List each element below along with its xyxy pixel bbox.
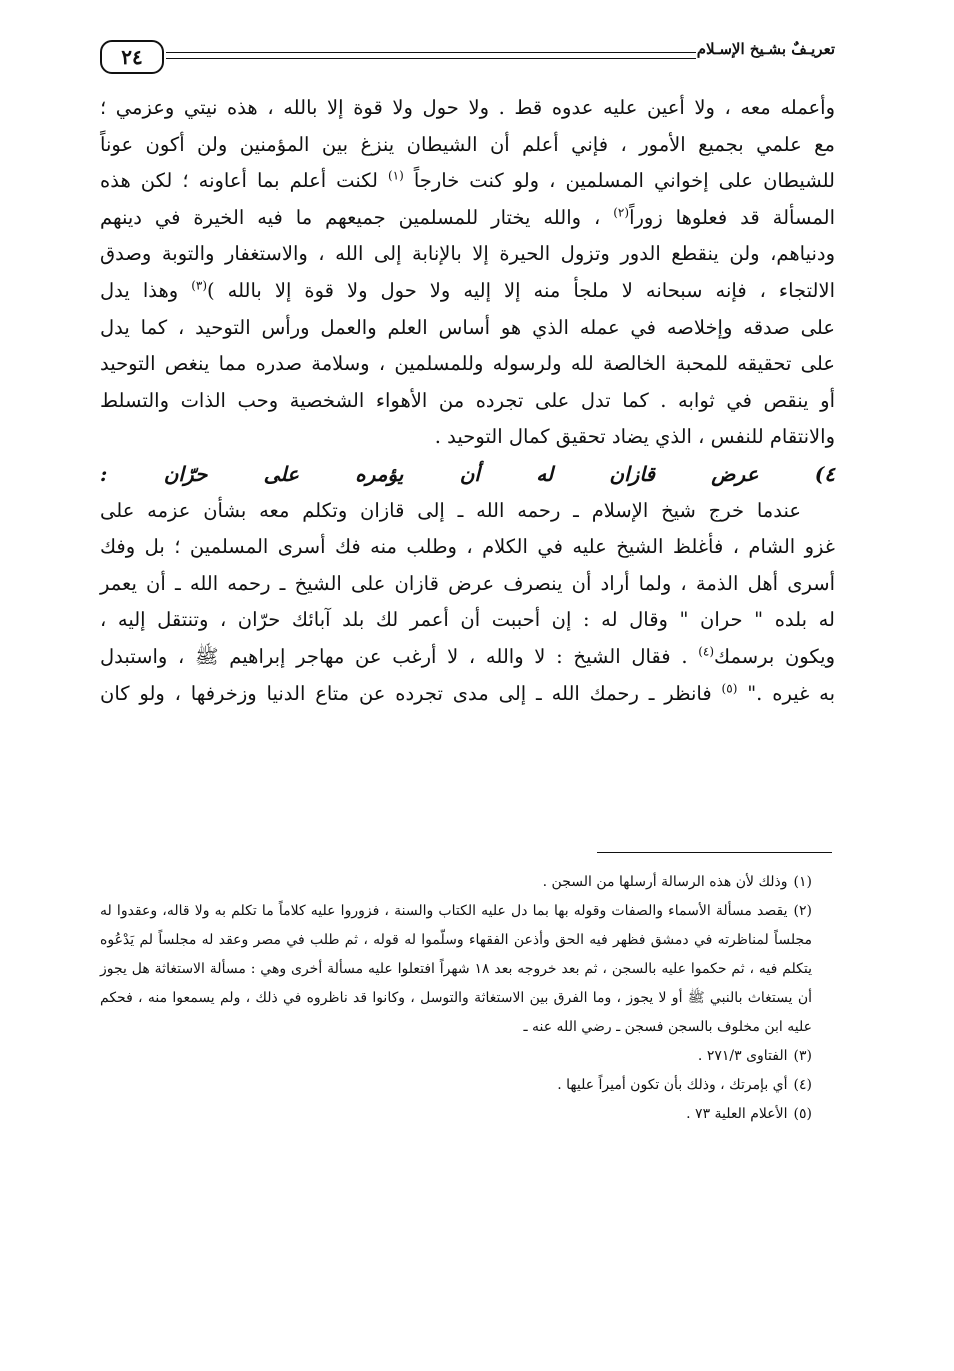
footnotes	[100, 868, 812, 1129]
page-number	[100, 40, 164, 74]
body-line: له بلده " حران " وقال له : إن أحببت أن أعمر لك بلد آبائك حرّان ، وتنتقل إليه ،	[100, 608, 835, 632]
header-rule-bottom	[166, 58, 696, 59]
body-line: الالتجاء ، فإنه سبحانه لا ملجأ منه إلا إليه ولا حول ولا قوة إلا بالله )$^{(٣)}$ وهذا يدل	[100, 278, 835, 302]
body-line: على تحقيقه للمحبة الخالصة لله ولرسوله وللمسلمين ، وسلامة صدره مما ينغص التوحيد	[100, 352, 835, 376]
footnote-separator	[597, 852, 832, 853]
footnote-1: (١)وذلك لأن هذه الرسالة أرسلها من السجن .	[542, 874, 812, 890]
body-line: أسرى أهل الذمة ، ولما أراد أن ينصرف عرض قازان على الشيخ ـ رحمه الله ـ أن يعمر	[100, 571, 835, 595]
page-number-text: ٢٤	[121, 45, 143, 69]
section-heading: ٤) عرض قازان له أن يؤمره على حرّان :	[100, 461, 835, 486]
body-line: للشيطان على إخواني المسلمين ، ولو كنت خارجاً $^{(١)}$ لكنت أعلم بما أعاونه ؛ لكن هذه	[100, 168, 836, 193]
footnote-mark: (٤)	[698, 644, 715, 659]
header-rule-top	[166, 52, 696, 53]
running-title: تعريـفٌ بشـيخ الإسـلام	[696, 40, 835, 58]
body-line: والانتقام للنفس ، الذي يضاد تحقيق كمال التوحيد .	[434, 425, 835, 449]
footnote-mark: (٢)	[613, 205, 630, 220]
footnote-mark: (٥)	[721, 681, 738, 695]
body-line: ويكون برسمك$^{(٤)}$ . فقال الشيخ : لا والله ، لا أرغب عن مهاجر إبراهيم ﷺ ، واستبدل	[100, 644, 835, 668]
body-line: غزو الشام ، فأغلظ الشيخ عليه في الكلام ، وطلب منه فك أسرى المسلمين ؛ بل وفك	[100, 535, 835, 559]
body-line: على صدقه وإخلاصه في عمله الذي هو أساس العلم والعمل ورأس التوحيد ، كما يدل	[100, 315, 835, 339]
page-header	[100, 38, 835, 78]
body-line: مع علمي بجميع الأمور ، فإني أعلم أن الشيطان ينزغ بين المؤمنين ولن أكون عوناً	[100, 132, 835, 156]
body-line: أو ينقص في ثوابه . كما تدل على تجرده من الأهواء الشخصية وحب الذات والتسلط	[100, 388, 835, 412]
main-text	[100, 90, 835, 712]
footnote-5: (٥)الأعلام العلية ٧٣ .	[686, 1106, 812, 1122]
body-line: المسألة قد فعلوها زوراً$^{(٢)}$ ، والله يختار للمسلمين جميعهم ما فيه الخيرة في دينهم	[100, 205, 835, 229]
body-line: ودنياهم، ولن ينقطع الدور وتزول الحيرة إلا بالإنابة إلى الله ، والاستغفار والتوبة وصدق	[100, 242, 835, 266]
footnote-4: (٤)أي بإمرتك ، وذلك بأن تكون أميراً عليها .	[557, 1077, 812, 1093]
body-line: به غيره ." $^{(٥)}$ فانظر ـ رحمك الله ـ إلى مدى تجرده عن متاع الدنيا وزخرفها ، ولو كان	[100, 681, 835, 705]
body-line: وأعمله معه ، ولا أعين عليه عدوه قط . ولا حول ولا قوة إلا بالله ، هذه نيتي وعزمي ؛	[100, 96, 835, 119]
footnote-mark: (١)	[387, 168, 404, 183]
footnote-2: (٢)يقصد مسألة الأسماء والصفات وقوله بها بما دل عليه الكتاب والسنة ، فزوروا عليه كلاماً ما تكلم به ولا قاله، وعقدوا له مجلساً لمناظرته في دمشق فظهر فيه الحق وأذعن الفقهاء وسلّموا له قوله ، ثم طلب في مصر وعقد له مجلساً لم يَدْعُوه يتكلم فيه ، ثم حكموا عليه بالسجن ، ثم بعد خروجه بعد ١٨ شهراً افتعلوا عليه مسألة أخرى وهي : مسألة الاستغاثة هل يجوز أن يستغاث بالنبي ﷺ أو لا يجوز ، وما الفرق بين الاستغاثة والتوسل ، وكانوا قد ناظروه في ذلك ، ولم يسمعوا منه ، فحكم عليه ابن مخلوف بالسجن فسجن ـ رضي الله عنه ـ	[100, 903, 812, 1035]
footnote-mark: (٣)	[191, 278, 208, 293]
body-line: عندما خرج شيخ الإسلام ـ رحمه الله ـ إلى قازان وتكلم معه بشأن عزمه على	[100, 498, 801, 522]
footnote-3: (٣)الفتاوى ٢٧١/٣ .	[697, 1048, 812, 1064]
